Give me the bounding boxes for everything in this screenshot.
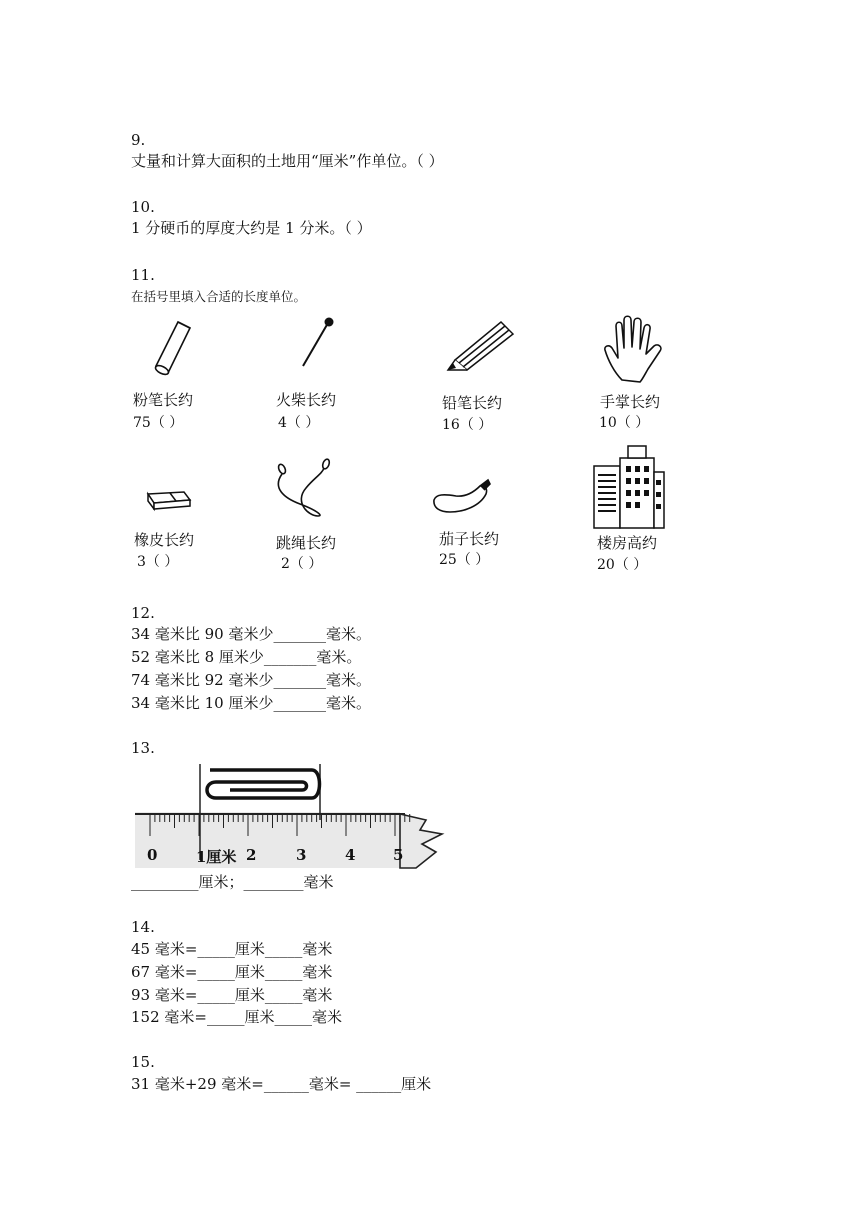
- question-12-line-2: 52 毫米比 8 厘米少_______毫米。: [131, 648, 362, 666]
- ruler-label-2: 2: [246, 846, 257, 864]
- question-11-instruction: 在括号里填入合适的长度单位。: [131, 289, 307, 304]
- question-15-number: 15.: [131, 1053, 155, 1071]
- chalk-icon: [150, 318, 195, 378]
- question-14-line-3: 93 毫米=_____厘米_____毫米: [131, 986, 333, 1004]
- ruler-label-0: 0: [147, 846, 158, 864]
- pencil-icon: [445, 316, 520, 372]
- item-value-eraser: 3（ ）: [137, 554, 179, 570]
- item-label-eggplant: 茄子长约: [439, 530, 500, 548]
- item-label-eraser: 橡皮长约: [134, 531, 195, 549]
- item-value-hand: 10（ ）: [599, 415, 650, 431]
- item-label-chalk: 粉笔长约: [133, 391, 194, 409]
- question-12-number: 12.: [131, 604, 155, 622]
- item-value-chalk: 75（ ）: [133, 415, 184, 431]
- item-value-pencil: 16（ ）: [442, 417, 493, 433]
- question-9-number: 9.: [131, 131, 146, 149]
- item-label-match: 火柴长约: [276, 391, 337, 409]
- question-14-line-1: 45 毫米=_____厘米_____毫米: [131, 940, 333, 958]
- ruler-label-1: 1厘米: [196, 848, 237, 866]
- ruler-label-5: 5: [393, 846, 404, 864]
- item-label-jump-rope: 跳绳长约: [276, 534, 337, 552]
- question-11-number: 11.: [131, 266, 155, 284]
- question-14-line-2: 67 毫米=_____厘米_____毫米: [131, 963, 333, 981]
- match-icon: [298, 316, 343, 371]
- item-label-pencil: 铅笔长约: [442, 394, 503, 412]
- question-10-number: 10.: [131, 198, 155, 216]
- item-value-jump-rope: 2（ ）: [281, 556, 323, 572]
- ruler-label-4: 4: [345, 846, 356, 864]
- jump-rope-icon: [272, 458, 342, 520]
- question-9-text: 丈量和计算大面积的土地用“厘米”作单位。（ ）: [131, 152, 444, 170]
- question-14-number: 14.: [131, 918, 155, 936]
- question-12-line-4: 34 毫米比 10 厘米少_______毫米。: [131, 694, 371, 712]
- eggplant-icon: [430, 478, 495, 516]
- question-15-text: 31 毫米+29 毫米=______毫米= ______厘米: [131, 1075, 432, 1093]
- item-label-building: 楼房高约: [597, 534, 658, 552]
- item-value-building: 20（ ）: [597, 557, 648, 573]
- item-value-eggplant: 25（ ）: [439, 552, 490, 568]
- question-14-line-4: 152 毫米=_____厘米_____毫米: [131, 1008, 342, 1026]
- question-12-line-1: 34 毫米比 90 毫米少_______毫米。: [131, 625, 371, 643]
- question-10-text: 1 分硬币的厚度大约是 1 分米。（ ）: [131, 219, 372, 237]
- item-label-hand: 手掌长约: [600, 393, 661, 411]
- ruler-label-3: 3: [296, 846, 307, 864]
- question-13-answer: _________厘米；________毫米: [131, 873, 334, 891]
- building-icon: [592, 444, 667, 530]
- hand-icon: [602, 314, 667, 384]
- eraser-icon: [140, 490, 195, 512]
- question-13-number: 13.: [131, 739, 155, 757]
- paperclip-icon: [207, 770, 320, 798]
- item-value-match: 4（ ）: [278, 415, 320, 431]
- question-12-line-3: 74 毫米比 92 毫米少_______毫米。: [131, 671, 371, 689]
